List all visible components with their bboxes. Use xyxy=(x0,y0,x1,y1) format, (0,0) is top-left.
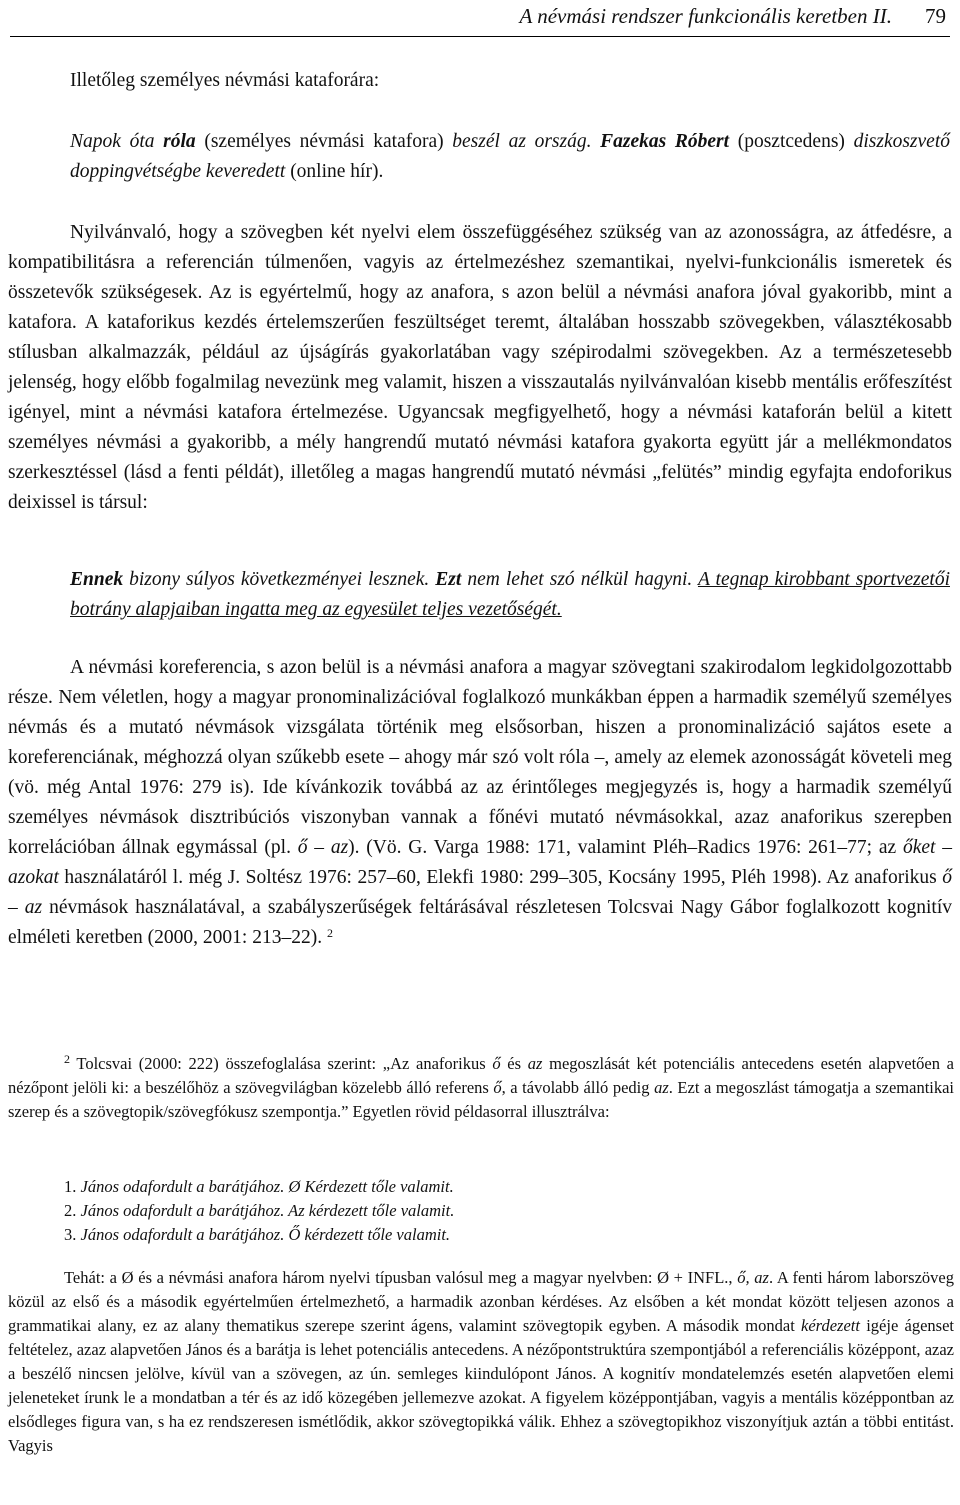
fn-text-e: . Ezt a megoszlást támogatja a szemantikai szerep és a szövegtopik/szövegfókusz szempontja.” Egyetlen rövid példasorral illusztrálva: xyxy=(8,1078,955,1121)
list-item-number: 3. xyxy=(64,1225,77,1244)
paragraph-2 xyxy=(8,653,952,953)
example-deixis xyxy=(70,565,950,625)
list-item-text: János odafordult a barátjához. Az kérdezett tőle valamit. xyxy=(80,1201,455,1220)
footnote-continuation xyxy=(8,1266,954,1458)
paragraph-1 xyxy=(8,218,952,518)
p2-sentence-3b: ). (Vö. G. Varga 1988: 171, valamint Pléh–Radics 1976: 261–77; az xyxy=(348,837,903,858)
fn2-text-c: igéje ágenset feltételez, azaz alapvetően János és a barátja is lehet potenciális antecedens. A nézőpontstruktúra szempontjából a referenciális középpont, azaz a beszélő nincsen jelölve, kívül van a szövegen, az ún. semleges kiindulópont János. A kognitív mondatelemzés esetén alapvetően elemi jeleneteket írunk le a mondatban a tér és az idő közegében jellemezve azokat. A figyelem középpontjában, vagyis a mentális középpontban az elsődleges figura van, s ha ez rendszeresen ismétlődik, akkor szövegtopikká válik. Ehhez a szövegtopikhoz viszonyítjuk aztán a többi entitást. Vagyis xyxy=(8,1316,954,1455)
list-item xyxy=(64,1223,454,1247)
intro-line: Illetőleg személyes névmási kataforára: xyxy=(70,70,380,91)
ex1-note: (személyes névmási katafora) xyxy=(195,131,453,152)
ex1-pronoun: róla xyxy=(163,131,196,152)
ex1-note2: (posztcedens) xyxy=(729,131,854,152)
p2-pronoun-pair-3: ő – az xyxy=(8,867,952,918)
list-item xyxy=(64,1175,454,1199)
fn-text-a: Tolcsvai (2000: 222) összefoglalása szerint: „Az anaforikus xyxy=(70,1054,493,1073)
p2-sentence-2: Nem véletlen, hogy a magyar pronominalizációval foglalkozó munkákban éppen a harmadik személyű személyes névmás és a mutató névmások vizsgálata történik meg elsősorban, hiszen a pronominalizáció sajátos esete a koreferenciának, méghozzá olyan szűkebb esete – ahogy már szó volt róla –, amely az elemek azonosságát követeli meg (vö. még Antal 1976: 279 is). xyxy=(8,687,952,798)
ex2-text-2: nem lehet szó nélkül hagyni. xyxy=(461,569,698,590)
p2-sentence-3c: használatáról l. még J. Soltész 1976: 257–60, Elekfi 1980: 299–305, Kocsány 1995, Pléh 1998). xyxy=(58,867,822,888)
fn-italic-3: ő xyxy=(493,1078,502,1097)
ex2-word-ennek: Ennek xyxy=(70,569,124,590)
p2-sentence-4a: Az anaforikus xyxy=(821,867,943,888)
footnote-number: 2 xyxy=(64,1052,70,1066)
p2-sentence-4b: névmások használatával, a szabályszerűségek feltárásával részletesen Tolcsvai Nagy Gábor foglalkozott kognitív elméleti keretben (2000, 2001: 213–22). xyxy=(8,897,952,948)
footnote-reference[interactable]: 2 xyxy=(326,926,333,940)
fn-text-c: megoszlását két potenciális antecedens esetén alapvetően a nézőpont jelöli ki: a beszélőhöz a szövegvilágban közelebb álló referens xyxy=(8,1054,954,1097)
fn-italic-4: az xyxy=(654,1078,669,1097)
footnote-2 xyxy=(8,1052,954,1124)
list-item-number: 2. xyxy=(64,1201,77,1220)
header-title: A névmási rendszer funkcionális keretben II. xyxy=(519,4,892,28)
ex1-text2: beszél az ország. xyxy=(452,131,601,152)
ex2-text-1: bizony súlyos következményei lesznek. xyxy=(123,569,436,590)
fn-italic-1: ő xyxy=(492,1054,501,1073)
p1-sentence-5: Ugyancsak megfigyelhető, hogy a névmási kataforán belül a kitett személyes névmási a gyakoribb, a mély hangrendű mutató névmási katafora gyakorta együtt jár a mellékmondatos szerkesztéssel (lásd a fenti példát), illetőleg a magas hangrendű mutató névmási „felütés” mindig egyfajta endoforikus deixissel is társul: xyxy=(8,402,952,513)
ex1-text: Napok óta xyxy=(70,131,164,152)
fn2-italic-1: ő, az xyxy=(737,1268,769,1287)
footnote-example-list xyxy=(64,1175,454,1247)
p2-sentence-3a: Ide kívánkozik továbbá az az érintőleges megjegyzés is, hogy a harmadik személyű személyes névmások disztribúciós viszonyban vannak a főnévi mutató névmásokkal, azaz anaforikus szerepben korrelációban állnak egymással (pl. xyxy=(8,777,953,858)
list-item xyxy=(64,1199,454,1223)
fn-italic-2: az xyxy=(527,1054,543,1073)
p1-sentence-3: A kataforikus kezdés értelemszerűen feszültséget teremt, általában hosszabb szövegekben, választékosabb stílusban alkalmazzák, például az újságírás gyakorlatában vagy szépirodalmi szövegekben. xyxy=(8,312,952,363)
fn-text-d: , a távolabb álló pedig xyxy=(501,1078,655,1097)
example-cataphora xyxy=(70,127,950,187)
p1-sentence-4: Az a természetesebb jelenség, hogy előbb fogalmilag nevezünk meg valamit, hiszen a visszautalás nyilvánvalóan kisebb mentális erőfeszítést igényel, mint a névmási katafora értelmezése. xyxy=(8,342,952,423)
ex2-word-ezt: Ezt xyxy=(435,569,462,590)
fn2-italic-2: kérdezett xyxy=(801,1316,860,1335)
fn2-text-a: Tehát: a Ø és a névmási anafora három nyelvi típusban valósul meg a magyar nyelvben: Ø + INFL., xyxy=(64,1268,738,1287)
ex1-text3: diszkoszvető doppingvétségbe keveredett xyxy=(70,131,950,182)
p2-pronoun-pair: ő – az xyxy=(297,837,349,858)
ex1-source: (online hír). xyxy=(285,161,384,182)
ex1-postcedent: Fazekas Róbert xyxy=(600,131,730,152)
running-header xyxy=(10,0,950,37)
page-number: 79 xyxy=(925,4,946,28)
p1-sentence-2: Az is egyértelmű, hogy az anafora, s azon belül a névmási anafora jóval gyakoribb, mint a katafora. xyxy=(8,282,952,333)
list-item-text: János odafordult a barátjához. Ø Kérdezett tőle valamit. xyxy=(80,1177,454,1196)
ex2-text-3: A tegnap kirobbant sportvezetői botrány alapjaiban ingatta meg az egyesület teljes vezetőségét. xyxy=(70,569,950,620)
p2-pronoun-pair-2: őket – azokat xyxy=(8,837,952,888)
fn2-text-b: . A fenti három laborszöveg közül az első és a második egyértelműen értelmezhető, a harmadik azonban kérdéses. Az elsőben a két mondat között teljesen azonos a grammatikai alany, ez az alany thematikus szerepe szerint ágens, valamint szövegtopik egyben. A második mondat xyxy=(8,1268,954,1335)
fn-text-b: és xyxy=(500,1054,528,1073)
p2-sentence-1: A névmási koreferencia, s azon belül is a névmási anafora a magyar szövegtani szakirodalom legkidolgozottabb része. xyxy=(8,657,952,708)
list-item-text: János odafordult a barátjához. Ő kérdezett tőle valamit. xyxy=(80,1225,451,1244)
p1-sentence-1: Nyilvánvaló, hogy a szövegben két nyelvi elem összefüggéséhez szükség van az azonosságra, az átfedésre, a kompatibilitásra a referencián túlmenően, vagyis az értelmezéshez szemantikai, nyelvi-funkcionális ismeretek és összetevők szükségesek. xyxy=(8,222,952,303)
list-item-number: 1. xyxy=(64,1177,77,1196)
